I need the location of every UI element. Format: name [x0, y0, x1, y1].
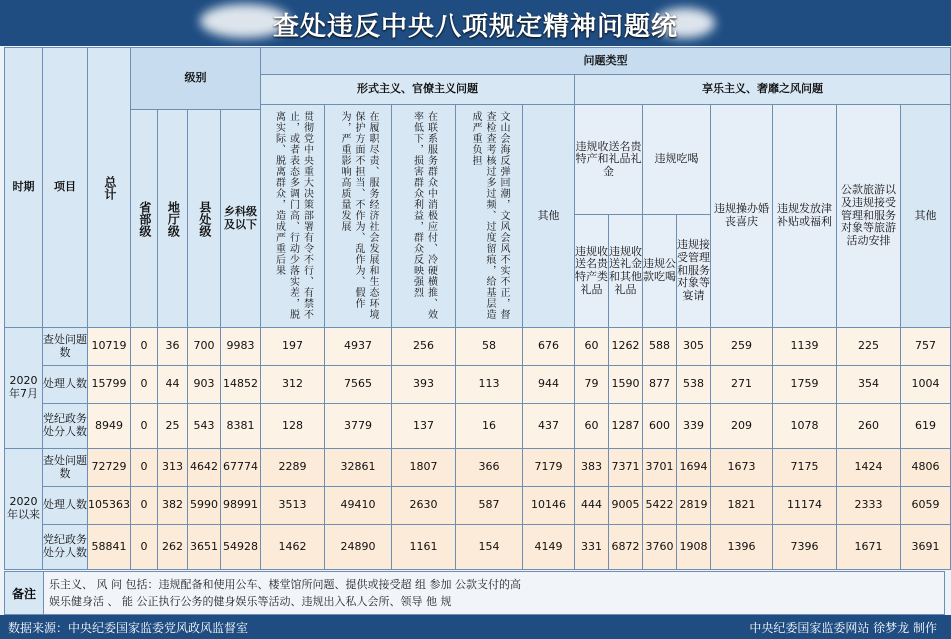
value-cell: 700	[188, 328, 221, 366]
value-cell: 2333	[837, 487, 901, 525]
value-cell: 444	[575, 487, 609, 525]
value-cell: 49410	[325, 487, 392, 525]
item-cell: 党纪政务处分人数	[43, 525, 88, 570]
value-cell: 4642	[188, 449, 221, 487]
formalism-col-4: 文山会海反弹回潮，文风会风不实不正，督查检查考核过多过频、过度留痕，给基层造成严重负担	[456, 105, 523, 328]
header-total: 总计	[88, 48, 131, 328]
value-cell: 1673	[711, 449, 773, 487]
value-cell: 9983	[221, 328, 261, 366]
value-cell: 128	[261, 404, 325, 449]
value-cell: 15799	[88, 366, 131, 404]
value-cell: 1807	[392, 449, 456, 487]
value-cell: 5422	[643, 487, 677, 525]
value-cell: 10719	[88, 328, 131, 366]
value-cell: 437	[523, 404, 575, 449]
value-cell: 7179	[523, 449, 575, 487]
value-cell: 2819	[677, 487, 711, 525]
formalism-col-other: 其他	[523, 105, 575, 328]
value-cell: 354	[837, 366, 901, 404]
value-cell: 676	[523, 328, 575, 366]
value-cell: 60	[575, 328, 609, 366]
value-cell: 8381	[221, 404, 261, 449]
item-cell: 查处问题数	[43, 449, 88, 487]
value-cell: 2630	[392, 487, 456, 525]
value-cell: 4149	[523, 525, 575, 570]
formalism-col-2: 在履职尽责、服务经济社会发展和生态环境保护方面不担当、不作为、乱作为、假作为，严重影响高质量发展	[325, 105, 392, 328]
header-hedonism-group: 享乐主义、奢靡之风问题	[575, 75, 951, 105]
value-cell: 1078	[773, 404, 837, 449]
value-cell: 944	[523, 366, 575, 404]
table-row	[5, 404, 951, 449]
value-cell: 0	[131, 404, 158, 449]
value-cell: 1671	[837, 525, 901, 570]
value-cell: 1694	[677, 449, 711, 487]
statistics-table	[4, 47, 951, 570]
value-cell: 3779	[325, 404, 392, 449]
level-township: 乡科级及以下	[221, 110, 261, 328]
value-cell: 25	[158, 404, 188, 449]
value-cell: 0	[131, 487, 158, 525]
value-cell: 1424	[837, 449, 901, 487]
value-cell: 903	[188, 366, 221, 404]
value-cell: 54928	[221, 525, 261, 570]
value-cell: 98991	[221, 487, 261, 525]
value-cell: 262	[158, 525, 188, 570]
value-cell: 3701	[643, 449, 677, 487]
value-cell: 0	[131, 328, 158, 366]
header-formalism-group: 形式主义、官僚主义问题	[261, 75, 575, 105]
item-cell: 处理人数	[43, 487, 88, 525]
meal-group: 违规吃喝	[643, 105, 711, 215]
value-cell: 2289	[261, 449, 325, 487]
value-cell: 3651	[188, 525, 221, 570]
value-cell: 1004	[901, 366, 951, 404]
value-cell: 1821	[711, 487, 773, 525]
table-row	[5, 328, 951, 366]
value-cell: 1462	[261, 525, 325, 570]
credit: 中央纪委国家监委网站 徐梦龙 制作	[749, 621, 937, 635]
notes-line: 乐主义、 风 问 包括：违规配备和使用公车、楼堂馆所问题、提供或接受超 组 参加 公款支付的高	[49, 578, 521, 591]
footer-bar	[0, 615, 951, 639]
value-cell: 256	[392, 328, 456, 366]
value-cell: 36	[158, 328, 188, 366]
formalism-col-3: 在联系服务群众中消极应付、冷硬横推、效率低下，损害群众利益，群众反映强烈	[392, 105, 456, 328]
value-cell: 587	[456, 487, 523, 525]
value-cell: 543	[188, 404, 221, 449]
title-bar	[0, 0, 951, 46]
value-cell: 877	[643, 366, 677, 404]
value-cell: 259	[711, 328, 773, 366]
hedonism-col-travel: 公款旅游以及违规接受管理和服务对象等旅游活动安排	[837, 105, 901, 328]
value-cell: 14852	[221, 366, 261, 404]
value-cell: 72729	[88, 449, 131, 487]
value-cell: 393	[392, 366, 456, 404]
meal-col-public: 违规公款吃喝	[643, 215, 677, 328]
notes-section	[4, 571, 945, 615]
value-cell: 1908	[677, 525, 711, 570]
value-cell: 6059	[901, 487, 951, 525]
value-cell: 3691	[901, 525, 951, 570]
value-cell: 305	[677, 328, 711, 366]
level-prefectural: 地厅级	[158, 110, 188, 328]
value-cell: 79	[575, 366, 609, 404]
meal-col-banquet: 违规接受管理和服务对象等宴请	[677, 215, 711, 328]
value-cell: 331	[575, 525, 609, 570]
notes-text	[49, 576, 938, 610]
level-provincial: 省部级	[131, 110, 158, 328]
notes-label: 备注	[5, 572, 44, 614]
value-cell: 3760	[643, 525, 677, 570]
hedonism-col-wedding: 违规操办婚丧喜庆	[711, 105, 773, 328]
value-cell: 58	[456, 328, 523, 366]
period-cell: 2020年7月	[5, 328, 43, 449]
gift-col-specialty: 违规收送名贵特产类礼品	[575, 215, 609, 328]
value-cell: 7565	[325, 366, 392, 404]
value-cell: 313	[158, 449, 188, 487]
item-cell: 处理人数	[43, 366, 88, 404]
value-cell: 5990	[188, 487, 221, 525]
value-cell: 10146	[523, 487, 575, 525]
hedonism-col-other: 其他	[901, 105, 951, 328]
value-cell: 60	[575, 404, 609, 449]
value-cell: 24890	[325, 525, 392, 570]
value-cell: 538	[677, 366, 711, 404]
table-row	[5, 449, 951, 487]
value-cell: 197	[261, 328, 325, 366]
table-row	[5, 366, 951, 404]
hedonism-col-allowance: 违规发放津补贴或福利	[773, 105, 837, 328]
value-cell: 225	[837, 328, 901, 366]
table-row	[5, 487, 951, 525]
value-cell: 67774	[221, 449, 261, 487]
value-cell: 1139	[773, 328, 837, 366]
period-cell: 2020年以来	[5, 449, 43, 570]
header-problem-type: 问题类型	[261, 48, 951, 75]
header-period: 时期	[5, 48, 43, 328]
value-cell: 8949	[88, 404, 131, 449]
level-county: 县处级	[188, 110, 221, 328]
value-cell: 1396	[711, 525, 773, 570]
value-cell: 4806	[901, 449, 951, 487]
value-cell: 1287	[609, 404, 643, 449]
value-cell: 0	[131, 449, 158, 487]
value-cell: 58841	[88, 525, 131, 570]
value-cell: 382	[158, 487, 188, 525]
value-cell: 154	[456, 525, 523, 570]
data-source: 数据来源：中央纪委国家监委党风政风监督室	[8, 621, 249, 635]
value-cell: 312	[261, 366, 325, 404]
value-cell: 16	[456, 404, 523, 449]
value-cell: 588	[643, 328, 677, 366]
gift-col-cash: 违规收送礼金和其他礼品	[609, 215, 643, 328]
value-cell: 105363	[88, 487, 131, 525]
header-level-group: 级别	[131, 48, 261, 110]
value-cell: 1262	[609, 328, 643, 366]
value-cell: 619	[901, 404, 951, 449]
value-cell: 11174	[773, 487, 837, 525]
value-cell: 32861	[325, 449, 392, 487]
notes-line: 娱乐健身活 、 能 公正执行公务的健身娱乐等活动、违规出入私人会所、领导 他 规	[49, 595, 452, 608]
value-cell: 271	[711, 366, 773, 404]
header-item: 项目	[43, 48, 88, 328]
value-cell: 44	[158, 366, 188, 404]
value-cell: 1759	[773, 366, 837, 404]
value-cell: 383	[575, 449, 609, 487]
value-cell: 113	[456, 366, 523, 404]
value-cell: 0	[131, 366, 158, 404]
value-cell: 339	[677, 404, 711, 449]
value-cell: 7371	[609, 449, 643, 487]
value-cell: 9005	[609, 487, 643, 525]
value-cell: 757	[901, 328, 951, 366]
value-cell: 6872	[609, 525, 643, 570]
value-cell: 4937	[325, 328, 392, 366]
table-row	[5, 525, 951, 570]
value-cell: 600	[643, 404, 677, 449]
item-cell: 党纪政务处分人数	[43, 404, 88, 449]
value-cell: 7175	[773, 449, 837, 487]
value-cell: 137	[392, 404, 456, 449]
value-cell: 366	[456, 449, 523, 487]
page-title: 查处违反中央八项规定精神问题统	[272, 12, 678, 42]
gift-group: 违规收送名贵特产和礼品礼金	[575, 105, 643, 215]
value-cell: 209	[711, 404, 773, 449]
value-cell: 1161	[392, 525, 456, 570]
value-cell: 260	[837, 404, 901, 449]
item-cell: 查处问题数	[43, 328, 88, 366]
formalism-col-1: 贯彻党中央重大决策部署有令不行、有禁不止，或者表态多调门高、行动少落实差，脱离实际、脱离群众，造成严重后果	[261, 105, 325, 328]
value-cell: 1590	[609, 366, 643, 404]
value-cell: 7396	[773, 525, 837, 570]
value-cell: 0	[131, 525, 158, 570]
value-cell: 3513	[261, 487, 325, 525]
